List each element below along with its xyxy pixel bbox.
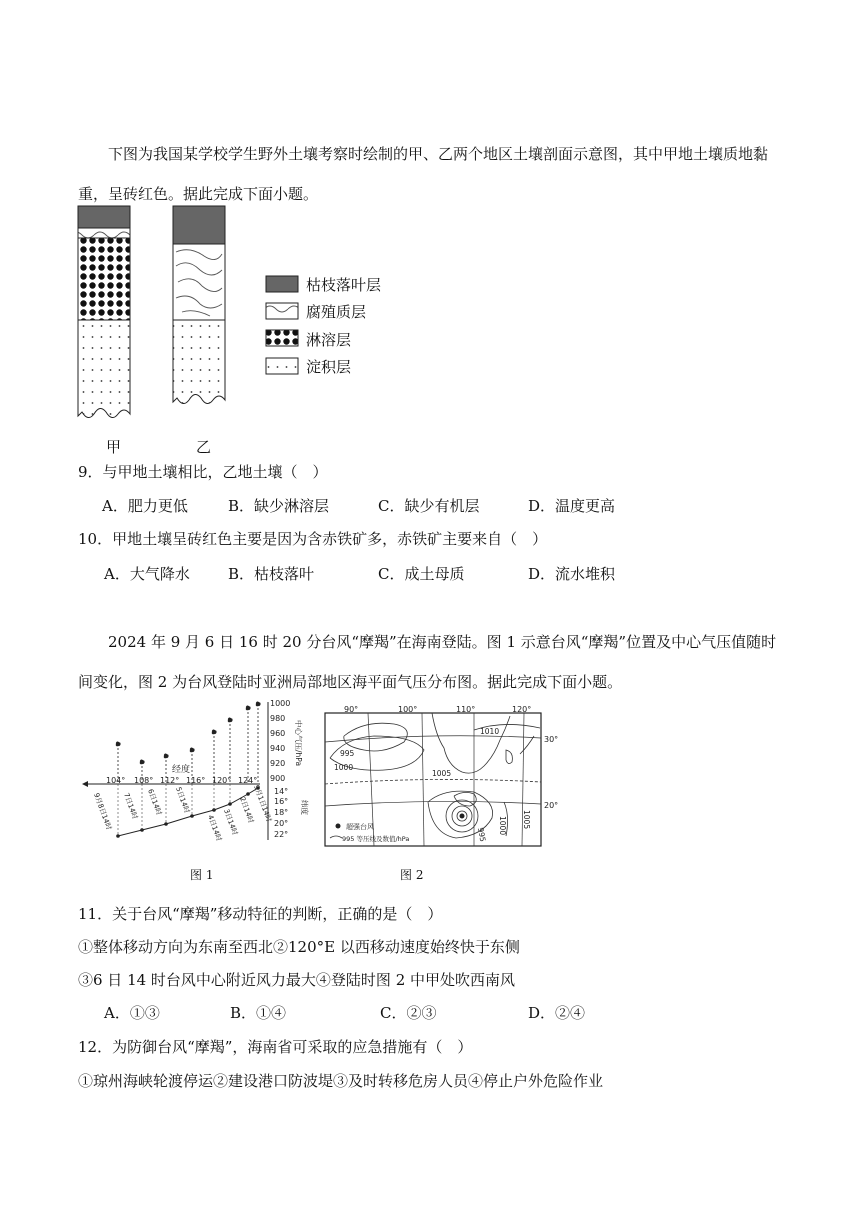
- fig1-longitude-label: 经度: [172, 765, 191, 775]
- fig1-lon-tick: 104°: [106, 776, 126, 785]
- fig2-legend-typhoon: 超强台风: [346, 823, 374, 831]
- fig1-lon-tick: 120°: [212, 776, 232, 785]
- question-12-statements: ①琼州海峡轮渡停运②建设港口防波堤③及时转移危房人员④停止户外危险作业: [78, 1072, 604, 1090]
- fig2-isobar-label: 1000: [334, 763, 354, 772]
- legend-litter-layer: 枯枝落叶层: [306, 276, 382, 294]
- fig1-time-label: 4日14时: [206, 813, 224, 843]
- fig1-pressure-tick: 920: [270, 759, 286, 768]
- fig1-time-label: 7日14时: [122, 791, 140, 821]
- figure-2-pressure-map: [324, 706, 584, 848]
- fig2-isobar-label: 995: [476, 826, 488, 843]
- question-10-stem: 10．甲地土壤呈砖红色主要是因为含赤铁矿多，赤铁矿主要来自（ ）: [78, 530, 548, 548]
- intro-paragraph-typhoon: 2024 年 9 月 6 日 16 时 20 分台风“摩羯”在海南登陆。图 1 示意台风“摩羯”位置及中心气压值随时间变化，图 2 为台风登陆时亚洲局部地区海平面气压分布图。据此完成下面小题。: [78, 633, 777, 691]
- fig1-time-label: 6日14时: [146, 787, 164, 817]
- soil-column-a-label: 甲: [106, 438, 122, 456]
- question-11-option-a[interactable]: A．①③: [104, 1004, 160, 1022]
- fig1-lon-tick: 108°: [134, 776, 154, 785]
- question-10-option-a[interactable]: A．大气降水: [104, 565, 190, 583]
- fig2-isobar-label: 995: [340, 749, 355, 758]
- fig1-lat-tick: 22°: [274, 830, 289, 839]
- fig1-lat-tick: 16°: [274, 797, 289, 806]
- question-11-option-c[interactable]: C．②③: [380, 1004, 437, 1022]
- fig2-isobar-label: 1010: [480, 727, 500, 736]
- fig2-lon-tick: 110°: [456, 706, 476, 714]
- legend-humus-layer: 腐殖质层: [306, 303, 367, 321]
- figure-1-caption: 图 1: [190, 868, 214, 882]
- fig2-legend-isobar: 995 等压线及数值/hPa: [342, 835, 410, 843]
- soil-column-b-label: 乙: [196, 438, 212, 456]
- fig1-time-label: 5日14时: [174, 785, 192, 815]
- soil-legend-swatches: [264, 274, 300, 378]
- soil-column-b: [173, 206, 225, 404]
- fig1-lon-tick: 116°: [186, 776, 206, 785]
- fig1-lat-label: 纬度: [300, 800, 309, 815]
- fig1-time-label: 9月8日14时: [92, 791, 113, 832]
- question-11-statements-2: ③6 日 14 时台风中心附近风力最大④登陆时图 2 中甲处吹西南风: [78, 971, 516, 989]
- fig1-pressure-label: 中心气压/hPa: [294, 720, 303, 767]
- fig2-isobar-label: 1005: [522, 810, 531, 830]
- question-9-option-b[interactable]: B．缺少淋溶层: [228, 497, 330, 515]
- question-11-stem: 11．关于台风“摩羯”移动特征的判断，正确的是（ ）: [78, 905, 443, 923]
- fig1-pressure-tick: 940: [270, 744, 286, 753]
- fig2-isobar-label: 1000: [498, 816, 507, 836]
- fig2-lon-tick: 120°: [512, 706, 532, 714]
- legend-eluvial-layer: 淋溶层: [306, 331, 352, 349]
- fig1-time-label: 2日14时: [238, 795, 256, 825]
- question-9-option-d[interactable]: D．温度更高: [528, 497, 616, 515]
- question-11-option-b[interactable]: B．①④: [230, 1004, 287, 1022]
- fig1-pressure-tick: 980: [270, 714, 286, 723]
- soil-profile-figure: [70, 200, 270, 432]
- question-10-option-b[interactable]: B．枯枝落叶: [228, 565, 315, 583]
- fig2-lat-tick: 20°: [544, 801, 559, 810]
- question-11-option-d[interactable]: D．②④: [528, 1004, 586, 1022]
- fig1-pressure-tick: 960: [270, 729, 286, 738]
- fig1-lat-tick: 20°: [274, 819, 289, 828]
- fig1-time-label: 3日14时: [222, 807, 240, 837]
- fig1-pressure-tick: 900: [270, 774, 286, 783]
- legend-illuvial-layer: 淀积层: [306, 358, 352, 376]
- question-11-statements-1: ①整体移动方向为东南至西北②120°E 以西移动速度始终快于东侧: [78, 938, 520, 956]
- intro-paragraph-soil: 下图为我国某学校学生野外土壤考察时绘制的甲、乙两个地区土壤剖面示意图，其中甲地土壤质地黏重，呈砖红色。据此完成下面小题。: [78, 145, 769, 203]
- question-10-option-d[interactable]: D．流水堆积: [528, 565, 616, 583]
- fig1-lon-tick: 124°: [238, 776, 258, 785]
- figure-1-typhoon-track: [80, 690, 320, 850]
- fig2-lon-tick: 90°: [344, 706, 359, 714]
- fig1-pressure-tick: 1000: [270, 699, 291, 708]
- fig1-time-label: 9月1日14时: [252, 783, 273, 824]
- question-12-stem: 12．为防御台风“摩羯”，海南省可采取的应急措施有（ ）: [78, 1038, 473, 1056]
- fig1-lon-tick: 112°: [160, 776, 180, 785]
- question-10-option-c[interactable]: C．成土母质: [378, 565, 465, 583]
- fig1-lat-tick: 18°: [274, 808, 289, 817]
- fig2-isobar-label: 1005: [432, 769, 452, 778]
- soil-column-a: [78, 206, 130, 418]
- fig2-lon-tick: 100°: [398, 706, 418, 714]
- fig2-lat-tick: 30°: [544, 735, 559, 744]
- question-9-stem: 9．与甲地土壤相比，乙地土壤（ ）: [78, 463, 328, 481]
- fig1-lat-tick: 14°: [274, 787, 289, 796]
- figure-2-caption: 图 2: [400, 868, 424, 882]
- question-9-option-a[interactable]: A．肥力更低: [102, 497, 188, 515]
- question-9-option-c[interactable]: C．缺少有机层: [378, 497, 480, 515]
